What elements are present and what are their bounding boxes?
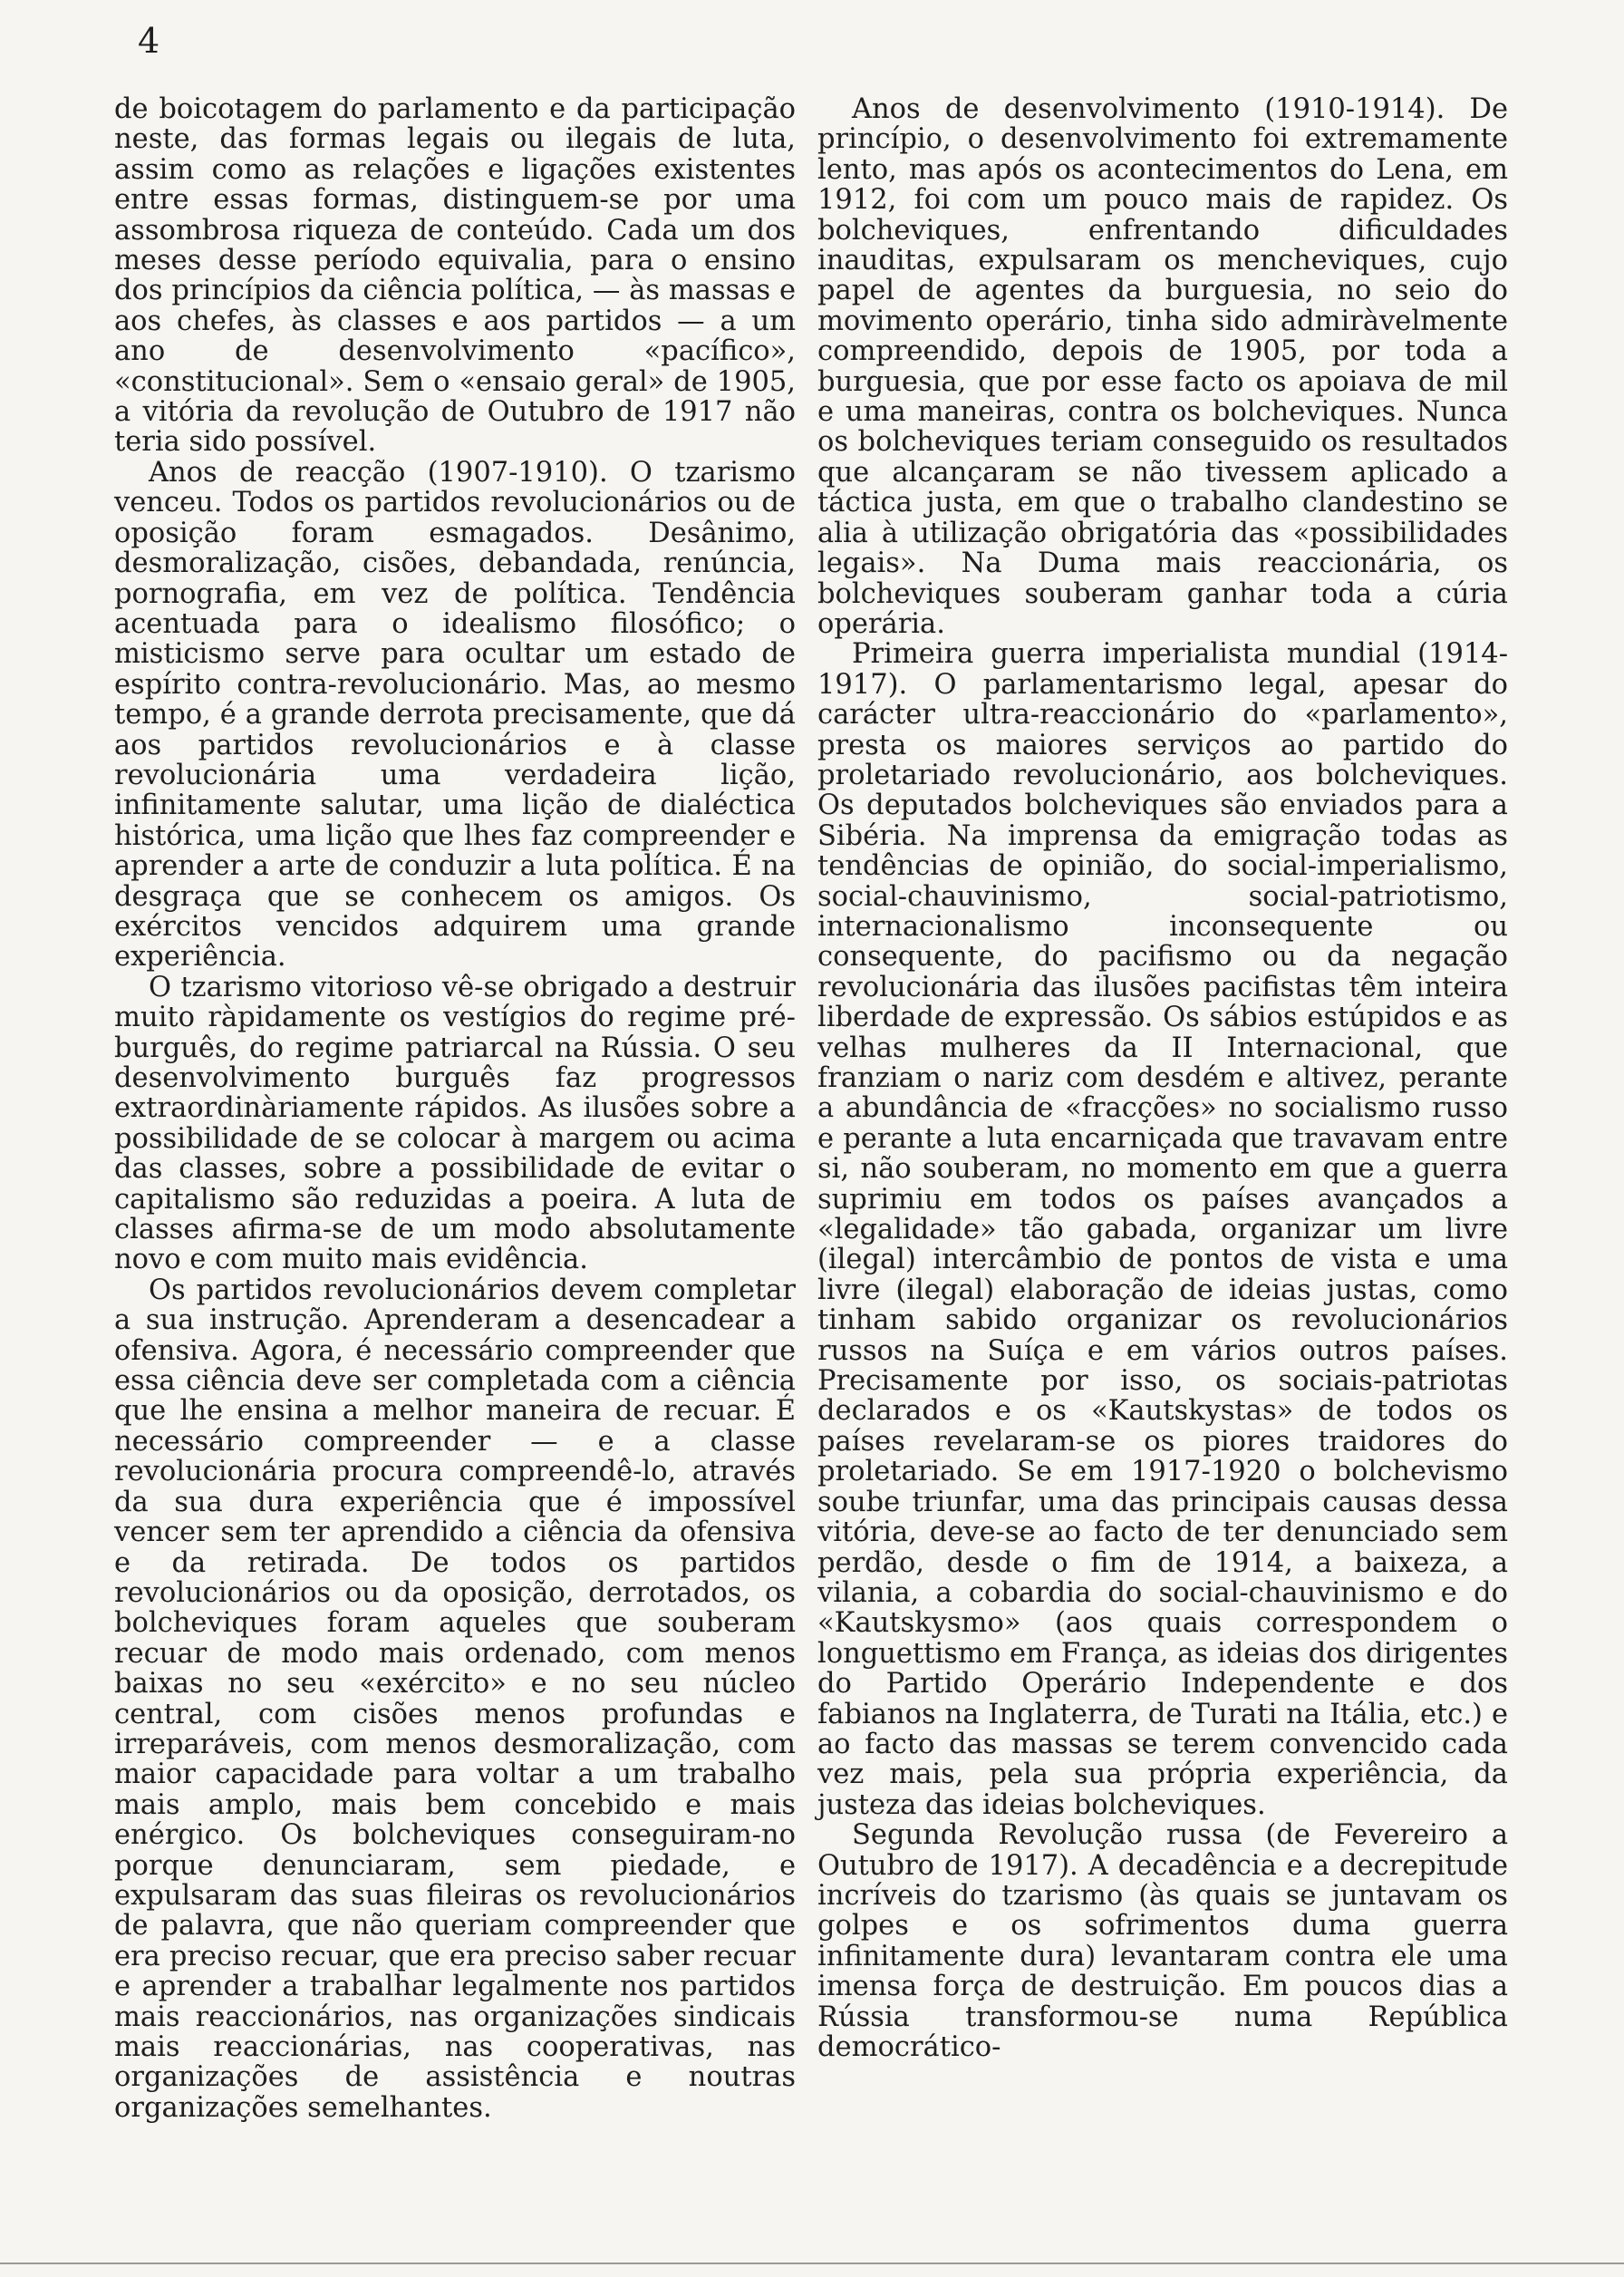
left-paragraph-3: O tzarismo vitorioso vê-se obrigado a destruir muito ràpidamente os vestígios do regime pré-burguês, do regime patriarcal na Rússia. O seu desenvolvimento burguês faz progressos extraordinàriamente rápidos. As ilusões sobre a possibilidade de se colocar à margem ou acima das classes, sobre a possibilidade de evitar o capitalismo são reduzidas a poeira. A luta de classes afirma-se de um modo absolutamente novo e com muito mais evidência. bbox=[114, 971, 796, 1276]
page-bottom-edge bbox=[0, 2262, 1624, 2264]
right-paragraph-1: Anos de desenvolvimento (1910-1914). De princípio, o desenvolvimento foi extremamente lento, mas após os acontecimentos do Lena, em 1912, foi com um pouco mais de rapidez. Os bolcheviques, enfrentando dificuldades inauditas, expulsaram os mencheviques, cujo papel de agentes da burguesia, no seio do movimento operário, tinha sido admiràvelmente compreendido, depois de 1905, por toda a burguesia, que por esse facto os apoiava de mil e uma maneiras, contra os bolcheviques. Nunca os bolcheviques teriam conseguido os resultados que alcançaram se não tivessem aplicado a táctica justa, em que o trabalho clandestino se alia à utilização obrigatória das «possibilidades legais». Na Duma mais reaccionária, os bolcheviques souberam ganhar toda a cúria operária. bbox=[817, 93, 1508, 640]
right-column bbox=[817, 94, 1508, 2062]
page-number: 4 bbox=[138, 21, 160, 61]
right-paragraph-2: Primeira guerra imperialista mundial (1914-1917). O parlamentarismo legal, apesar do carácter ultra-reaccionário do «parlamento», presta os maiores serviços ao partido do proletariado revolucionário, aos bolcheviques. Os deputados bolcheviques são enviados para a Sibéria. Na imprensa da emigração todas as tendências de opinião, do social-imperialismo, social-chauvinismo, social-patriotismo, internacionalismo inconsequente ou consequente, do pacifismo ou da negação revolucionária das ilusões pacifistas têm inteira liberdade de expressão. Os sábios estúpidos e as velhas mulheres da II Internacional, que franziam o nariz com desdém e altivez, perante a abundância de «fracções» no socialismo russo e perante a luta encarniçada que travavam entre si, não souberam, no momento em que a guerra suprimiu em todos os países avançados a «legalidade» tão gabada, organizar um livre (ilegal) intercâmbio de pontos de vista e uma livre (ilegal) elaboração de ideias justas, como tinham sabido organizar os revolucionários russos na Suíça e em vários outros países. Precisamente por isso, os sociais-patriotas declarados e os «Kautskystas» de todos os países revelaram-se os piores traidores do proletariado. Se em 1917-1920 o bolchevismo soube triunfar, uma das principais causas dessa vitória, deve-se ao facto de ter denunciado sem perdão, desde o fim de 1914, a baixeza, a vilania, a cobardia do social-chauvinismo e do «Kautskysmo» (aos quais correspondem o longuettismo em França, as ideias dos dirigentes do Partido Operário Independente e dos fabianos na Inglaterra, de Turati na Itália, etc.) e ao facto das massas se terem convencido cada vez mais, pela sua própria experiência, da justeza das ideias bolcheviques. bbox=[817, 638, 1508, 1821]
left-paragraph-4: Os partidos revolucionários devem completar a sua instrução. Aprenderam a desencadear a ofensiva. Agora, é necessário compreender que essa ciência deve ser completada com a ciência que lhe ensina a melhor maneira de recuar. É necessário compreender — e a classe revolucionária procura compreendê-lo, através da sua dura experiência que é impossível vencer sem ter aprendido a ciência da ofensiva e da retirada. De todos os partidos revolucionários ou da oposição, derrotados, os bolcheviques foram aqueles que souberam recuar de modo mais ordenado, com menos baixas no seu «exército» e no seu núcleo central, com cisões menos profundas e irreparáveis, com menos desmoralização, com maior capacidade para voltar a um trabalho mais amplo, mais bem concebido e mais enérgico. Os bolcheviques conseguiram-no porque denunciaram, sem piedade, e expulsaram das suas fileiras os revolucionários de palavra, que não queriam compreender que era preciso recuar, que era preciso saber recuar e aprender a trabalhar legalmente nos partidos mais reaccionários, nas organizações sindicais mais reaccionárias, nas cooperativas, nas organizações de assistência e noutras organizações semelhantes. bbox=[114, 1274, 796, 2124]
left-paragraph-2: Anos de reacção (1907-1910). O tzarismo venceu. Todos os partidos revolucionários ou de oposição foram esmagados. Desânimo, desmoralização, cisões, debandada, renúncia, pornografia, em vez de política. Tendência acentuada para o idealismo filosófico; o misticismo serve para ocultar um estado de espírito contra-revolucionário. Mas, ao mesmo tempo, é a grande derrota precisamente, que dá aos partidos revolucionários e à classe revolucionária uma verdadeira lição, infinitamente salutar, uma lição de dialéctica histórica, uma lição que lhes faz compreender e aprender a arte de conduzir a luta política. É na desgraça que se conhecem os amigos. Os exércitos vencidos adquirem uma grande experiência. bbox=[114, 456, 796, 974]
left-column bbox=[114, 94, 796, 2123]
left-paragraph-1: de boicotagem do parlamento e da participação neste, das formas legais ou ilegais de luta, assim como as relações e ligações existentes entre essas formas, distinguem-se por uma assombrosa riqueza de conteúdo. Cada um dos meses desse período equivalia, para o ensino dos princípios da ciência política, — às massas e aos chefes, às classes e aos partidos — a um ano de desenvolvimento «pacífico», «constitucional». Sem o «ensaio geral» de 1905, a vitória da revolução de Outubro de 1917 não teria sido possível. bbox=[114, 93, 796, 459]
right-paragraph-3: Segunda Revolução russa (de Fevereiro a Outubro de 1917). A decadência e a decrepitude incríveis do tzarismo (às quais se juntavam os golpes e os sofrimentos duma guerra infinitamente dura) levantaram contra ele uma imensa força de destruição. Em poucos dias a Rússia transformou-se numa República democrático- bbox=[817, 1819, 1508, 2063]
